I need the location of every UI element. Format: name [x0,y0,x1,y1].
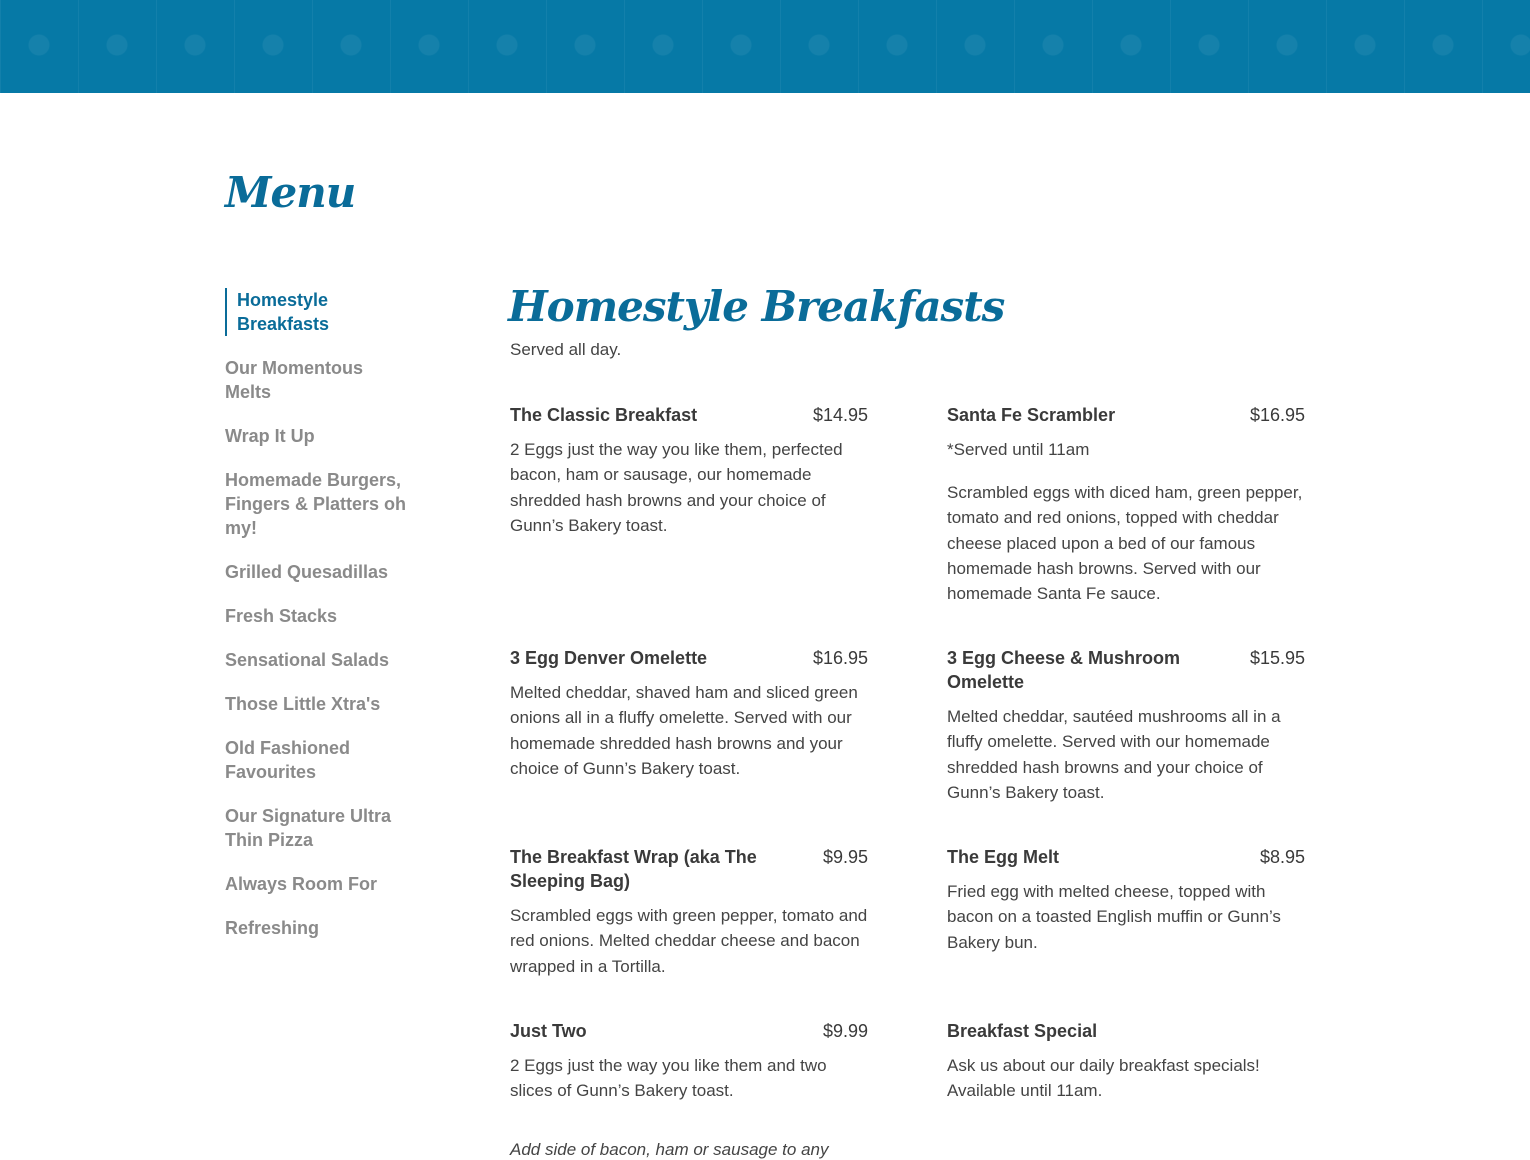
section-subtitle: Served all day. [510,340,622,359]
sidebar-item-little-xtras[interactable]: Those Little Xtra's [225,694,381,714]
item-description: Scrambled eggs with diced ham, green pepper, tomato and red onions, topped with cheddar cheese placed upon a bed of our famous homemade hash browns. Served with our homemade Santa Fe sauce. [947,483,1303,604]
page-title: Menu [225,168,356,217]
item-price: $9.95 [822,847,868,867]
item-name: The Egg Melt [947,847,1059,867]
item-description: 2 Eggs just the way you like them and two slices of Gunn’s Bakery toast. [510,1056,827,1101]
sidebar-item-salads[interactable]: Sensational Salads [225,650,390,670]
item-price: $16.95 [812,648,868,668]
item-note: *Served until 11am [947,440,1090,459]
item-name: 3 Egg Denver Omelette [510,648,708,668]
item-description: 2 Eggs just the way you like them, perfected bacon, ham or sausage, our homemade shredded hash browns and your choice of Gunn’s Bakery toast. [510,440,843,535]
item-name: The Classic Breakfast [510,405,698,425]
item-description: Ask us about our daily breakfast specials! Available until 11am. [947,1056,1260,1101]
item-name: Breakfast Special [947,1021,1098,1041]
side-addon-note: Add side of bacon, ham or sausage to any [510,1140,829,1159]
menu-item [510,646,868,781]
item-price: $15.95 [1249,648,1305,668]
menu-item [510,403,868,538]
item-price: $9.99 [822,1021,868,1041]
item-name: Santa Fe Scrambler [947,405,1116,425]
header-banner [0,0,1530,93]
sidebar-item-old-fashioned[interactable]: Old Fashioned Favourites [225,738,351,782]
section-title: Homestyle Breakfasts [508,282,1005,331]
item-description: Scrambled eggs with green pepper, tomato and red onions. Melted cheddar cheese and bacon wrapped in a Tortilla. [510,906,868,976]
menu-item [947,403,1305,606]
sidebar-item-always-room-for[interactable]: Always Room For [225,874,378,894]
menu-item [510,845,868,979]
item-description: Melted cheddar, shaved ham and sliced green onions all in a fluffy omelette. Served with our homemade shredded hash browns and your choice of Gunn’s Bakery toast. [510,683,858,778]
item-price: $16.95 [1249,405,1305,425]
sidebar-item-burgers[interactable]: Homemade Burgers, Fingers & Platters oh my! [225,470,407,538]
sidebar-item-quesadillas[interactable]: Grilled Quesadillas [225,562,389,582]
sidebar-item-momentous-melts[interactable]: Our Momentous Melts [225,358,363,402]
menu-category-nav [225,288,410,960]
sidebar-item-wrap-it-up[interactable]: Wrap It Up [225,426,315,446]
item-description: Melted cheddar, sautéed mushrooms all in a fluffy omelette. Served with our homemade shredded hash browns and your choice of Gunn’s Bakery toast. [947,707,1281,802]
sidebar-item-fresh-stacks[interactable]: Fresh Stacks [225,606,338,626]
item-description: Fried egg with melted cheese, topped with bacon on a toasted English muffin or Gunn’s Bakery bun. [947,882,1281,952]
item-price: $14.95 [812,405,868,425]
item-price: $8.95 [1259,847,1305,867]
menu-item [947,1019,1305,1104]
item-name: The Breakfast Wrap (aka The Sleeping Bag) [510,847,757,891]
item-name: 3 Egg Cheese & Mushroom Omelette [947,648,1181,692]
sidebar-item-homestyle-breakfasts[interactable]: Homestyle Breakfasts [225,288,410,336]
menu-item [947,646,1305,805]
item-name: Just Two [510,1021,587,1041]
sidebar-item-pizza[interactable]: Our Signature Ultra Thin Pizza [225,806,392,850]
menu-item [510,1019,868,1104]
menu-item [947,845,1305,955]
sidebar-item-refreshing[interactable]: Refreshing [225,918,320,938]
